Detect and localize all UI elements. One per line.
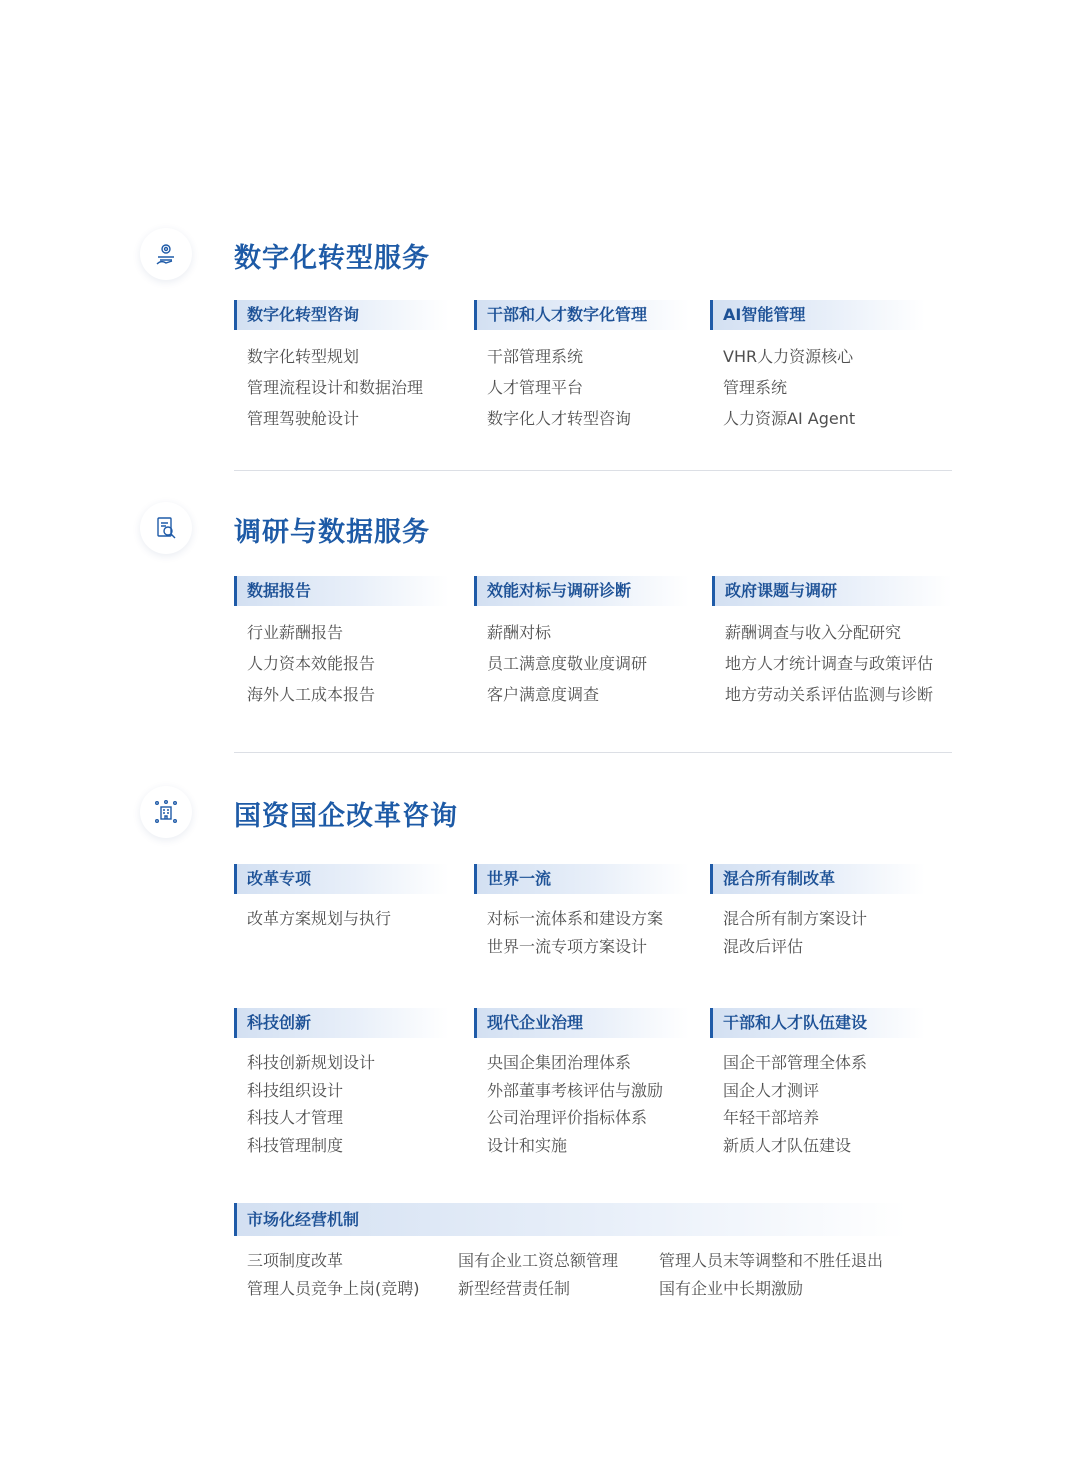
category-reform-project (234, 864, 449, 933)
category-title: 数据报告 (234, 576, 449, 606)
list-item: 管理系统 (723, 378, 788, 397)
list-item: 管理人员竞争上岗(竞聘) (247, 1278, 420, 1298)
list-item: 干部管理系统 (487, 347, 584, 366)
category-mixed-ownership (710, 864, 925, 960)
category-market-mechanism: 市场化经营机制 (234, 1203, 907, 1236)
category-data-report (234, 576, 449, 710)
list-item: 海外人工成本报告 (247, 685, 376, 704)
category-title: 政府课题与调研 (712, 576, 952, 606)
market-mechanism-column-3 (659, 1247, 883, 1302)
category-title: 数字化转型咨询 (234, 300, 449, 330)
section-divider (234, 470, 952, 471)
list-item: 新质人才队伍建设 (723, 1135, 852, 1155)
list-item: 人才管理平台 (487, 378, 584, 397)
category-title: AI智能管理 (710, 300, 925, 330)
list-item: 员工满意度敬业度调研 (487, 654, 648, 673)
list-item: 客户满意度调查 (487, 685, 600, 704)
list-item: 人力资源AI Agent (723, 409, 856, 428)
category-benchmark-diagnosis (474, 576, 689, 710)
category-cadre-talent-team (710, 1008, 925, 1159)
list-item: 薪酬调查与收入分配研究 (725, 623, 902, 642)
category-tech-innovation (234, 1008, 449, 1159)
list-item: 管理人员末等调整和不胜任退出 (659, 1251, 884, 1270)
list-item: 国有企业中长期激励 (659, 1278, 804, 1298)
category-title: 干部和人才队伍建设 (710, 1008, 925, 1038)
category-talent-digital (474, 300, 689, 434)
category-government-research (712, 576, 952, 710)
document-magnifier-icon (140, 502, 192, 554)
list-item: 地方人才统计调查与政策评估 (725, 654, 934, 673)
list-item: 改革方案规划与执行 (247, 909, 392, 928)
category-title: 效能对标与调研诊断 (474, 576, 689, 606)
category-world-class (474, 864, 689, 960)
list-item: 地方劳动关系评估监测与诊断 (725, 685, 934, 704)
category-title: 现代企业治理 (474, 1008, 689, 1038)
category-modern-governance (474, 1008, 689, 1159)
list-item: 数字化人才转型咨询 (487, 409, 632, 428)
list-item: 新型经营责任制 (458, 1278, 571, 1298)
category-title: 混合所有制改革 (710, 864, 925, 894)
list-item: 设计和实施 (487, 1135, 568, 1155)
list-item: 公司治理评价指标体系 (487, 1108, 648, 1127)
list-item: 数字化转型规划 (247, 347, 360, 366)
category-title: 科技创新 (234, 1008, 449, 1038)
market-mechanism-column-2 (458, 1247, 618, 1302)
section-title-research: 调研与数据服务 (234, 517, 430, 548)
section-divider (234, 752, 952, 753)
list-item: 三项制度改革 (247, 1251, 344, 1270)
market-mechanism-column-1 (247, 1247, 420, 1302)
category-title: 改革专项 (234, 864, 449, 894)
list-item: 央国企集团治理体系 (487, 1053, 632, 1072)
list-item: 科技管理制度 (247, 1135, 344, 1155)
list-item: 国有企业工资总额管理 (458, 1251, 619, 1270)
list-item: 国企人才测评 (723, 1080, 820, 1100)
digital-gear-hand-icon (140, 228, 192, 280)
section-title-digital: 数字化转型服务 (234, 243, 430, 274)
list-item: 行业薪酬报告 (247, 623, 344, 642)
list-item: 管理流程设计和数据治理 (247, 378, 424, 397)
list-item: 科技创新规划设计 (247, 1053, 376, 1072)
category-title: 干部和人才数字化管理 (474, 300, 689, 330)
list-item: 外部董事考核评估与激励 (487, 1080, 664, 1100)
category-title: 世界一流 (474, 864, 689, 894)
list-item: 科技人才管理 (247, 1108, 344, 1127)
list-item: 薪酬对标 (487, 623, 552, 642)
list-item: 科技组织设计 (247, 1080, 344, 1100)
list-item: 管理驾驶舱设计 (247, 409, 360, 428)
list-item: 人力资本效能报告 (247, 654, 376, 673)
list-item: 混合所有制方案设计 (723, 909, 868, 928)
list-item: 国企干部管理全体系 (723, 1053, 868, 1072)
list-item: 世界一流专项方案设计 (487, 936, 648, 956)
list-item: 年轻干部培养 (723, 1108, 820, 1127)
section-title-soe-reform: 国资国企改革咨询 (234, 801, 458, 832)
list-item: VHR人力资源核心 (723, 347, 854, 366)
list-item: 混改后评估 (723, 936, 804, 956)
list-item: 对标一流体系和建设方案 (487, 909, 664, 928)
category-ai-management (710, 300, 925, 434)
building-network-icon (140, 786, 192, 838)
category-digital-consulting (234, 300, 449, 434)
